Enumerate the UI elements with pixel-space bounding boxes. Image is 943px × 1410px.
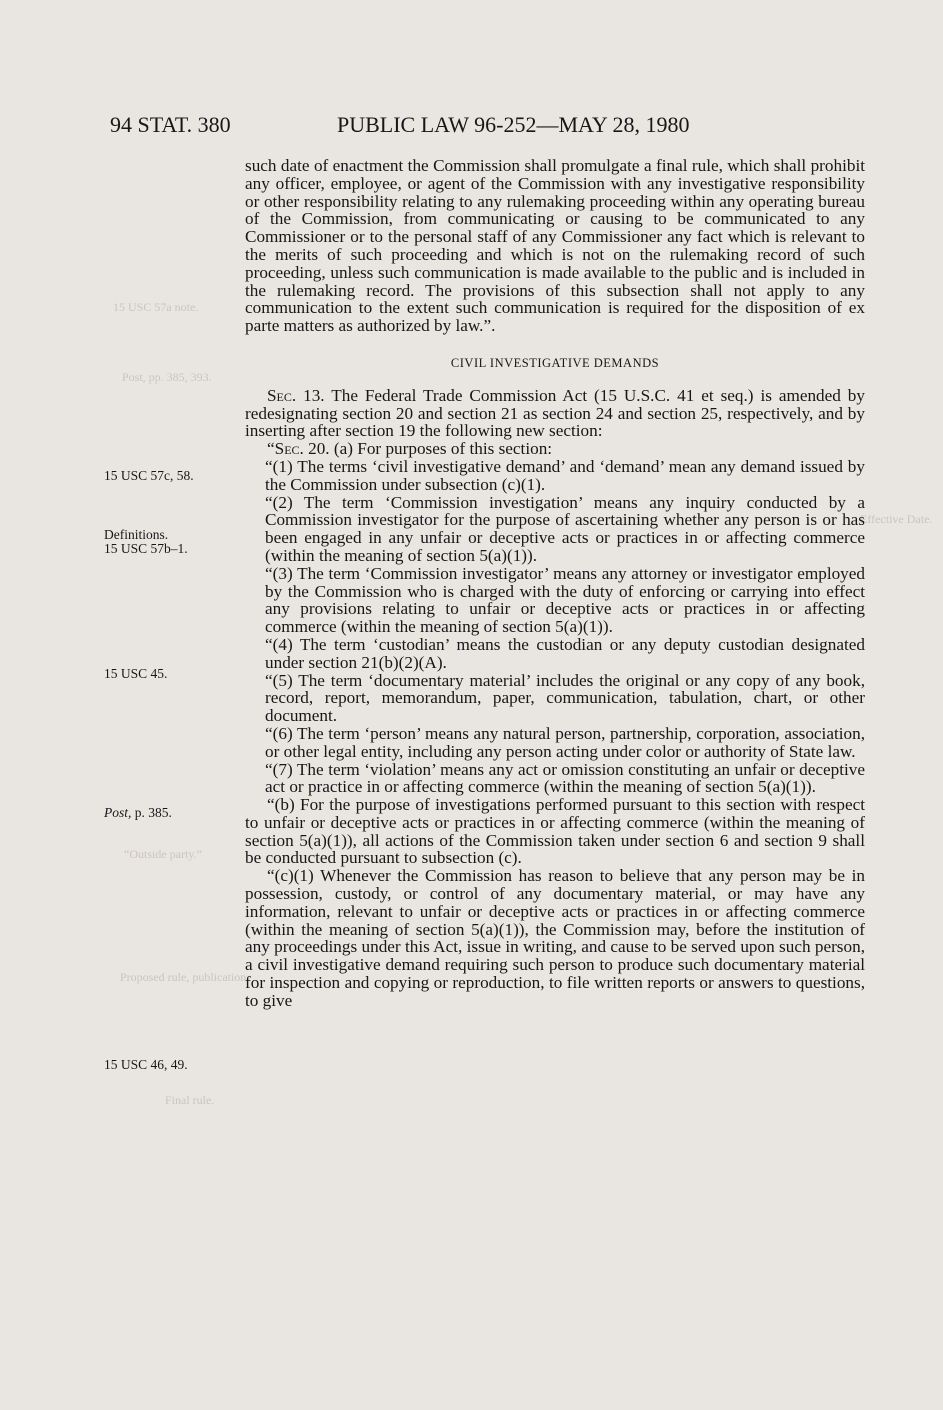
definition-3: [245, 565, 865, 636]
bleed-through-note: Post, pp. 385, 393.: [122, 370, 212, 384]
sec-20-text: (a) For purposes of this section:: [329, 439, 553, 459]
body-text: [245, 157, 865, 1010]
margin-note-usc-45: 15 USC 45.: [104, 666, 168, 681]
definition-7-text: “(7) The term ‘violation’ means any act or omission constituting an unfair or deceptive act or practice in or affecting commerce (within the meaning of section 5(a)(1)).: [265, 759, 865, 797]
post-page: p. 385.: [131, 805, 172, 820]
definition-2-text: “(2) The term ‘Commission investigation’ means any inquiry conducted by a Commission investigator for the purpose of ascertaining whether any person is or has been engaged in any unfair or deceptive acts or practices in or affecting commerce (within the meaning of section 5(a)(1)).: [265, 492, 865, 565]
definition-5-text: “(5) The term ‘documentary material’ includes the original or any copy of any book, record, report, memorandum, paper, communication, tabulation, chart, or other document.: [265, 670, 865, 726]
definition-1: [245, 458, 865, 494]
definition-4-text: “(4) The term ‘custodian’ means the custodian or any deputy custodian designated under section 21(b)(2)(A).: [265, 634, 865, 672]
post-italic: Post,: [104, 805, 132, 820]
definition-7: [245, 761, 865, 797]
paragraph-sec-20: [245, 440, 865, 458]
margin-note-usc-46-49: 15 USC 46, 49.: [104, 1057, 188, 1072]
definition-3-text: “(3) The term ‘Commission investigator’ means any attorney or investigator employed by the Commission who is charged with the duty of enforcing or carrying into effect any provisions relating to unfair or deceptive acts or practices in or affecting commerce (within the meaning of section 5(a)(1)).: [265, 563, 865, 637]
margin-note-post: [104, 805, 172, 820]
bleed-through-note: Effective Date.: [860, 512, 933, 526]
definition-1-text: “(1) The terms ‘civil investigative demand’ and ‘demand’ mean any demand issued by the Commission under subsection (c)(1).: [265, 456, 865, 494]
definition-2: [245, 494, 865, 565]
page-title: PUBLIC LAW 96-252—MAY 28, 1980: [337, 112, 690, 137]
bleed-through-note: 15 USC 57a note.: [113, 300, 199, 314]
sec-13-text: The Federal Trade Commission Act (15 U.S.C. 41 et seq.) is amended by redesignating section 20 and section 21 as section 24 and section 25, respectively, and by inserting after section 19 the following new section:: [245, 385, 865, 441]
paragraph-continued: such date of enactment the Commission shall promulgate a final rule, which shall prohibit any officer, employee, or agent of the Commission with any investigative responsibility or other responsibility relating to any rulemaking proceeding within any operating bureau of the Commission, from communicating or causing to be communicated to any Commissioner or to the personal staff of any Commissioner any fact which is relevant to the merits of such proceeding and which is not on the rulemaking record of such proceeding, unless such communication is made available to the public and is included in the rulemaking record. The provisions of this subsection shall not apply to any communication to the extent such communication is required for the disposition of ex parte matters as authorized by law.”.: [245, 156, 865, 336]
margin-note-usc-57c-58: 15 USC 57c, 58.: [104, 468, 194, 483]
paragraph-subsection-b: “(b) For the purpose of investigations performed pursuant to this section with respect to unfair or deceptive acts or practices in or affecting commerce (within the meaning of section 5(a)(1)), all actions of the Commission taken under section 6 and section 9 shall be conducted pursuant to subsection (c).: [245, 795, 865, 868]
bleed-through-note: Proposed rule, publication.: [120, 970, 250, 984]
margin-note-usc-57b-1: 15 USC 57b–1.: [104, 541, 188, 556]
sec-20-label: “Sec. 20.: [267, 439, 330, 459]
margin-note-definitions: Definitions.: [104, 527, 169, 542]
stat-page-number: 94 STAT. 380: [110, 112, 231, 137]
definition-6: [245, 725, 865, 761]
paragraph-subsection-c1: “(c)(1) Whenever the Commission has reason to believe that any person may be in possession, custody, or control of any documentary material, or may have any information, relevant to unfair or deceptive acts or practices in or affecting commerce (within the meaning of section 5(a)(1)), the Commission may, before the institution of any proceedings under this Act, issue in writing, and cause to be served upon such person, a civil investigative demand requiring such person to produce such documentary material for inspection and copying or reproduction, to file written reports or answers to questions, to give: [245, 866, 865, 1010]
bleed-through-note: Final rule.: [165, 1093, 215, 1107]
page-header: [0, 112, 943, 142]
definition-6-text: “(6) The term ‘person’ means any natural person, partnership, corporation, association, or other legal entity, including any person acting under color or authority of State law.: [265, 723, 865, 761]
sec-13-label: Sec. 13.: [267, 385, 325, 405]
definition-4: [245, 636, 865, 672]
paragraph-sec-13: [245, 387, 865, 440]
bleed-through-note: “Outside party.”: [124, 847, 202, 861]
definition-5: [245, 672, 865, 725]
section-heading: CIVIL INVESTIGATIVE DEMANDS: [450, 355, 660, 370]
